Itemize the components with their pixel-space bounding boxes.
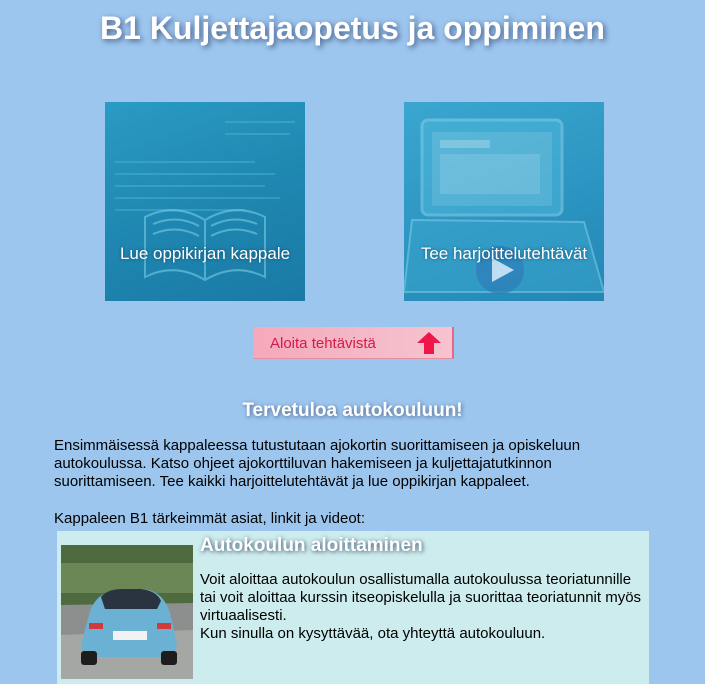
intro-paragraph: Ensimmäisessä kappaleessa tutustutaan ajokortin suorittamiseen ja opiskeluun autokoulussa. Katso ohjeet ajokorttiluvan hakemiseen ja kuljettajatutkinnon suorittamiseen. Tee kaikki harjoittelutehtävät ja lue oppikirjan kappaleet. (54, 437, 581, 490)
lesson-card[interactable] (57, 531, 649, 684)
start-exercises-label: Aloita tehtävistä (270, 335, 376, 352)
laptop-icon (404, 102, 604, 301)
start-exercises-button[interactable] (254, 327, 454, 359)
textbook-tile[interactable] (105, 102, 305, 301)
page-title: B1 Kuljettajaopetus ja oppiminen (100, 10, 605, 46)
card-text (200, 571, 645, 643)
card-paragraph: Voit aloittaa autokoulun osallistumalla autokoulussa teoriatunnille tai voit aloittaa kurssin itseopiskelulla ja suorittaa teoriatunnit myös virtuaalisesti. (200, 571, 642, 624)
textbook-tile-label: Lue oppikirjan kappale (119, 244, 291, 263)
exercises-tile[interactable] (404, 102, 604, 301)
links-label: Kappaleen B1 tärkeimmät asiat, linkit ja videot: (54, 510, 365, 527)
card-contact-line: Kun sinulla on kysyttävää, ota yhteyttä autokouluun. (200, 625, 546, 642)
arrow-up-icon (416, 331, 442, 355)
exercises-tile-label: Tee harjoittelutehtävät (420, 244, 588, 263)
open-book-icon (105, 102, 305, 301)
car-photo (61, 545, 193, 679)
card-title: Autokoulun aloittaminen (200, 535, 423, 556)
welcome-heading: Tervetuloa autokouluun! (242, 400, 463, 421)
